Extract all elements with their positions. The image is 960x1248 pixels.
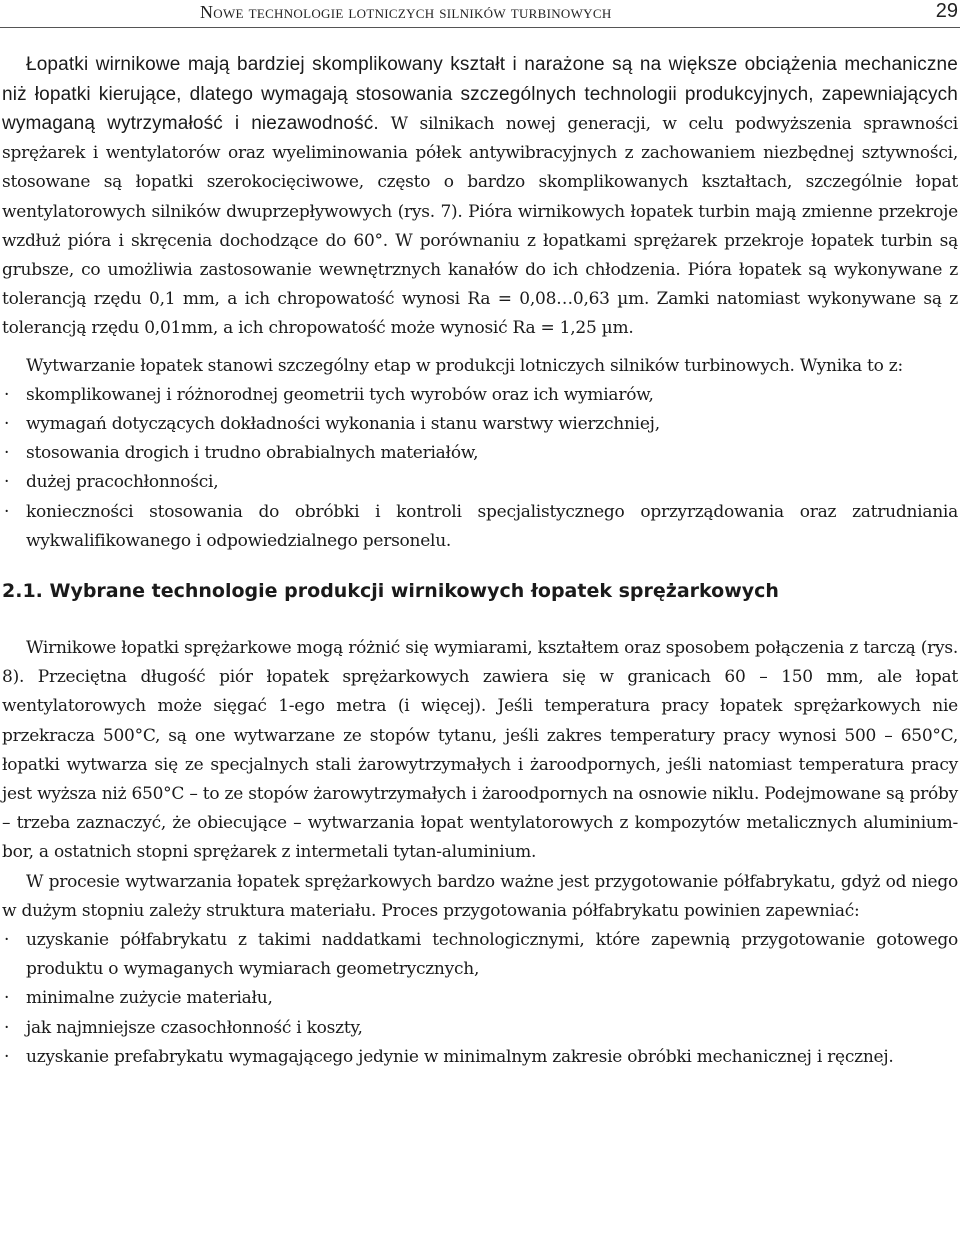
list-item-text: minimalne zużycie materiału,: [26, 988, 273, 1009]
list-item-text: konieczności stosowania do obróbki i kontroli specjalistycznego oprzyrządowania oraz zatrudniania wykwalifikowanego i odpowiedzialnego personelu.: [26, 501, 958, 551]
page-content: [2, 50, 958, 1072]
bullet-icon: ·: [4, 1017, 10, 1038]
requirements-list: [2, 926, 958, 1072]
bullet-icon: ·: [4, 501, 10, 522]
list-item-text: uzyskanie prefabrykatu wymagającego jedynie w minimalnym zakresie obróbki mechanicznej i ręcznej.: [26, 1046, 894, 1067]
running-header: [0, 0, 960, 30]
list-item: [2, 439, 958, 468]
list-item-text: stosowania drogich i trudno obrabialnych materiałów,: [26, 443, 479, 464]
list-item: [2, 984, 958, 1013]
list-item-text: uzyskanie półfabrykatu z takimi naddatkami technologicznymi, które zapewnią przygotowanie gotowego produktu o wymaganych wymiarach geometrycznych,: [26, 930, 958, 980]
list-item: [2, 498, 958, 556]
page-number: 29: [935, 0, 958, 22]
section-paragraph-2: W procesie wytwarzania łopatek sprężarkowych bardzo ważne jest przygotowanie półfabrykatu, gdyż od niego w dużym stopniu zależy struktura materiału. Proces przygotowania półfabrykatu powinien zapewniać:: [2, 871, 958, 921]
bullet-icon: ·: [4, 384, 10, 405]
production-paragraph: Wytwarzanie łopatek stanowi szczególny etap w produkcji lotniczych silników turbinowych. Wynika to z:: [26, 355, 903, 376]
list-item: [2, 926, 958, 984]
intro-paragraph: [2, 50, 958, 344]
list-item: [2, 1043, 958, 1072]
header-rule: [0, 27, 960, 28]
section-heading: 2.1. Wybrane technologie produkcji wirnikowych łopatek sprężarkowych: [2, 580, 779, 603]
list-item: [2, 381, 958, 410]
list-item: [2, 468, 958, 497]
bullet-icon: ·: [4, 443, 10, 464]
section-paragraph-1: Wirnikowe łopatki sprężarkowe mogą różnić się wymiarami, kształtem oraz sposobem połączenia z tarczą (rys. 8). Przeciętna długość piór łopatek sprężarkowych zawiera się w granicach 60 – 150 mm, ale łopat wentylatorowych może sięgać 1-ego metra (i więcej). Jeśli temperatura pracy łopatek sprężarkowych nie przekracza 500°C, są one wytwarzane ze stopów tytanu, jeśli zakres temperatury pracy wynosi 500 – 650°C, łopatki wytwarza się ze specjalnych stali żarowytrzymałych i żaroodpornych, jeśli natomiast temperatura pracy jest wyższa niż 650°C – to ze stopów żarowytrzymałych i żaroodpornych na osnowie niklu. Podejmowane są próby – trzeba zaznaczyć, że obiecujące – wytwarzania łopat wentylatorowych z kompozytów metalicznych aluminium-bor, a ostatnich stopni sprężarek z intermetali tytan-aluminium.: [2, 638, 958, 863]
list-item-text: wymagań dotyczących dokładności wykonania i stanu warstwy wierzchniej,: [26, 414, 660, 435]
list-item: [2, 1014, 958, 1043]
list-item: [2, 410, 958, 439]
bullet-icon: ·: [4, 414, 10, 435]
production-reasons-list: [2, 381, 958, 556]
intro-paragraph-sans-part: Łopatki wirnikowe mają bardziej skomplikowany kształt i narażone są na większe obciążenia mechaniczne niż łopatki kierujące, dlatego wymagają stosowania szczególnych technologii produkcyjnych, zapewniających wymaganą wytrzymałość i niezawodność.: [2, 54, 958, 134]
running-title: Nowe technologie lotniczych silników turbinowych: [200, 2, 612, 22]
bullet-icon: ·: [4, 1046, 10, 1067]
list-item-text: skomplikowanej i różnorodnej geometrii tych wyrobów oraz ich wymiarów,: [26, 384, 654, 405]
bullet-icon: ·: [4, 988, 10, 1009]
list-item-text: jak najmniejsze czasochłonność i koszty,: [26, 1017, 363, 1038]
list-item-text: dużej pracochłonności,: [26, 472, 219, 493]
intro-paragraph-serif-part: W silnikach nowej generacji, w celu podwyższenia sprawności sprężarek i wentylatorów oraz wyeliminowania półek antywibracyjnych z zachowaniem niezbędnej sztywności, stosowane są łopatki szerokocięciwowe, często o bardzo skomplikowanych kształtach, szczególnie łopat wentylatorowych silników dwuprzepływowych (rys. 7). Pióra wirnikowych łopatek turbin mają zmienne przekroje wzdłuż pióra i skręcenia dochodzące do 60°. W porównaniu z łopatkami sprężarek przekroje łopatek turbin są grubsze, co umożliwia zastosowanie wewnętrznych kanałów do ich chłodzenia. Pióra łopatek są wykonywane z tolerancją rzędu 0,1 mm, a ich chropowatość wynosi Ra = 0,08…0,63 µm. Zamki natomiast wykonywane są z tolerancją rzędu 0,01mm, a ich chropowatość może wynosić Ra = 1,25 µm.: [2, 114, 958, 339]
bullet-icon: ·: [4, 472, 10, 493]
bullet-icon: ·: [4, 930, 10, 951]
